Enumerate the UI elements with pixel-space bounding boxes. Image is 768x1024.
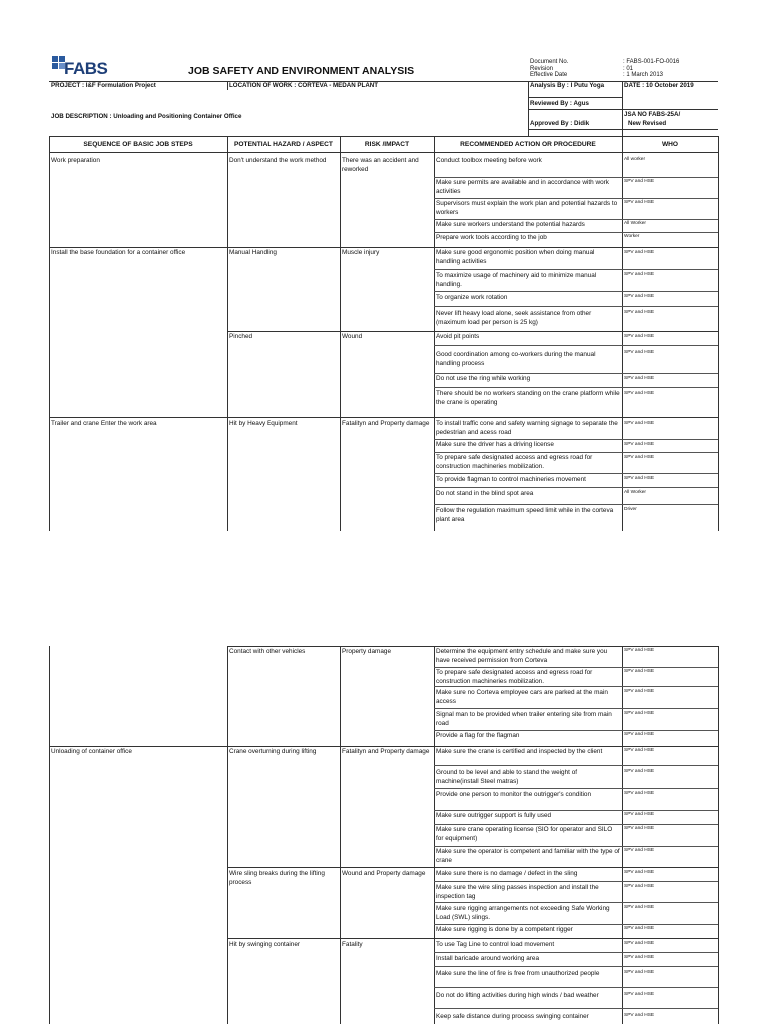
action-item: There should be no workers standing on the crane platform while the crane is operating [436,390,620,406]
meta-value: : 01 [623,65,634,72]
who-cell: All Worker [624,490,647,495]
who-cell: SPV and HSE [624,884,655,889]
who-cell: SPV and HSE [624,179,655,184]
location-field: LOCATION OF WORK : CORTEVA - MEDAN PLANT [229,82,379,89]
hazard: Hit by Heavy Equipment [229,420,298,427]
action-item: Good coordination among co-workers during the manual handling process [436,351,596,367]
column-header-risk: RISK /IMPACT [364,141,410,148]
job-description-field: JOB DESCRIPTION : Unloading and Positioning Container Office [51,113,242,120]
action-item: Do not use the ring while working [436,375,531,382]
who-cell: SPV and HSE [624,334,655,339]
action-item: Ground to be level and able to stand the weight of machine(install Steel matras) [436,769,578,785]
meta-value: : FABS-001-FO-0016 [623,59,680,65]
action-item: Make sure workers understand the potential hazards [436,221,585,228]
who-cell: All Worker [624,221,647,226]
fabs-logo [52,56,114,80]
action-item: To provide flagman to control machineries movement [436,476,586,483]
job-step: Trailer and crane Enter the work area [51,420,157,427]
meta-label: Effective Date [530,72,568,79]
action-item: To organize work rotation [436,294,508,301]
who-cell: SPV and HSE [624,310,655,315]
who-cell: SPV and HSE [624,455,655,460]
risk-impact: Wound [342,333,363,340]
hazard: Don't understand the work method [229,157,327,164]
who-cell: SPV and HSE [624,769,655,774]
action-item: Make sure good ergonomic position when doing manual handling activities [436,249,595,265]
reviewed-by-field: Reviewed By : Agus [530,100,589,107]
action-item: Make sure crane operating license (SIO for operator and SILO for equipment) [436,826,613,842]
who-cell: SPV and HSE [624,1013,655,1018]
action-item: Avoid pit points [436,333,480,340]
who-cell: SPV and HSE [624,350,655,355]
meta-values [623,59,679,79]
who-cell: SPV and HSE [624,391,655,396]
who-cell: SPV and HSE [624,905,655,910]
job-step: Install the base foundation for a container office [51,249,186,256]
action-item: Keep safe distance during process swinging container [436,1013,589,1020]
who-cell: SPV and HSE [624,826,655,831]
risk-impact: Wound and Property damage [342,870,426,877]
action-item: Make sure the crane is certified and inspected by the client [436,748,603,755]
risk-impact: Fatality [342,941,363,948]
who-cell: SPV and HSE [624,476,655,481]
meta-value: : 1 March 2013 [623,72,664,79]
action-item: Make sure there is no damage / defect in the sling [436,870,578,877]
date-field: DATE : 10 October 2019 [624,82,694,89]
action-item: Do not do lifting activities during high winds / bad weather [436,992,599,999]
meta-label: Revision [530,65,554,72]
who-cell: SPV and HSE [624,272,655,277]
action-item: Make sure rigging is done by a competent rigger [436,926,573,933]
who-cell: SPV and HSE [624,848,655,853]
who-cell: SPV and HSE [624,250,655,255]
action-item: Install baricade around working area [436,955,540,962]
who-cell: SPV and HSE [624,992,655,997]
action-item: Prepare work tools according to the job [436,234,547,241]
who-cell: SPV and HSE [624,442,655,447]
hazard: Hit by swinging container [229,941,301,948]
action-item: Conduct toolbox meeting before work [436,157,542,164]
who-cell: SPV and HSE [624,732,655,737]
action-item: Follow the regulation maximum speed limit while in the corteva plant area [436,507,614,523]
hazard: Pinched [229,333,253,340]
risk-impact: Property damage [342,648,392,655]
who-cell: SPV and HSE [624,669,655,674]
jsa-number-field: JSA NO FABS-25A/ [624,111,681,118]
action-item: To prepare safe designated access and egress road for construction machineries mobilization. [436,454,593,470]
action-item: Make sure no Corteva employee cars are parked at the main access [436,689,608,705]
risk-impact: Fatalityn and Property damage [342,420,430,427]
column-header-hazard: POTENTIAL HAZARD / ASPECT [234,141,333,148]
action-item: Do not stand in the blind spot area [436,490,534,497]
action-item: To install traffic cone and safety warning signage to separate the pedestrian and acess road [436,420,618,436]
action-item: Make sure outrigger support is fully used [436,812,552,819]
hazard: Manual Handling [229,249,277,256]
who-cell: SPV and HSE [624,941,655,946]
meta-label: Document No. [530,59,569,65]
jsa-status-field: New Revised [628,120,667,127]
risk-impact: Muscle injury [342,249,380,256]
column-header-action: RECOMMENDED ACTION OR PROCEDURE [460,141,596,148]
who-cell: Worker [624,234,640,239]
action-item: Never lift heavy load alone, seek assistance from other (maximum load per person is 25 kg) [436,310,592,326]
who-cell: SPV and HSE [624,791,655,796]
who-cell: SPV and HSE [624,294,655,299]
who-cell: SPV and HSE [624,711,655,716]
who-cell: SPV and HSE [624,689,655,694]
approved-by-field: Approved By : Didik [530,120,590,127]
action-item: Provide a flag for the flagman [436,732,520,739]
column-header-steps: SEQUENCE OF BASIC JOB STEPS [83,141,193,148]
who-cell: SPV and HSE [624,421,655,426]
action-item: To maximize usage of machinery aid to minimize manual handling. [436,272,597,288]
who-cell: SPV and HSE [624,648,655,653]
action-item: Make sure the wire sling passes inspection and install the inspection tag [436,884,599,900]
action-item: To prepare safe designated access and egress road for construction machineries mobilization. [436,669,593,685]
action-item: Make sure the line of fire is free from unauthorized people [436,970,600,977]
document-title: JOB SAFETY AND ENVIRONMENT ANALYSIS [188,65,415,77]
risk-impact: Fatalityn and Property damage [342,748,430,755]
action-item: Make sure the operator is competent and familiar with the type of crane [436,848,620,864]
column-header-who: WHO [661,141,679,148]
who-cell: SPV and HSE [624,926,655,931]
action-item: To use Tag Line to control load movement [436,941,555,948]
meta-labels [530,59,568,79]
project-field: PROJECT : I&F Formulation Project [51,82,156,89]
action-item: Make sure the driver has a driving license [436,441,554,448]
action-item: Make sure permits are available and in accordance with work activities [436,179,609,195]
action-item: Make sure rigging arrangements not exceeding Safe Working Load (SWL) slings. [436,905,610,921]
action-item: Determine the equipment entry schedule and make sure you have received permission from Corteva [436,648,608,664]
who-cell: SPV and HSE [624,812,655,817]
who-cell: SPV and HSE [624,748,655,753]
who-cell: SPV and HSE [624,376,655,381]
job-step: Unloading of container office [51,748,132,755]
analysis-by-field: Analysis By : I Putu Yoga [530,82,605,89]
who-cell: SPV and HSE [624,200,655,205]
who-cell: SPV and HSE [624,955,655,960]
who-cell: SPV and HSE [624,970,655,975]
action-item: Signal man to be provided when trailer entering site from main road [436,711,612,727]
who-cell: SPV and HSE [624,870,655,875]
action-item: Provide one person to monitor the outrigger's condition [436,791,592,798]
job-step: Work preparation [51,157,100,164]
who-cell: Driver [624,507,637,512]
hazard: Wire sling breaks during the lifting process [229,870,325,886]
who-cell: All worker [624,157,646,162]
action-item: Supervisors must explain the work plan and potential hazards to workers [436,200,618,216]
logo-text: FABS [64,59,108,78]
hazard: Contact with other vehicles [229,648,306,655]
risk-impact: There was an accident and reworked [342,157,419,173]
hazard: Crane overturning during lifting [229,748,317,755]
